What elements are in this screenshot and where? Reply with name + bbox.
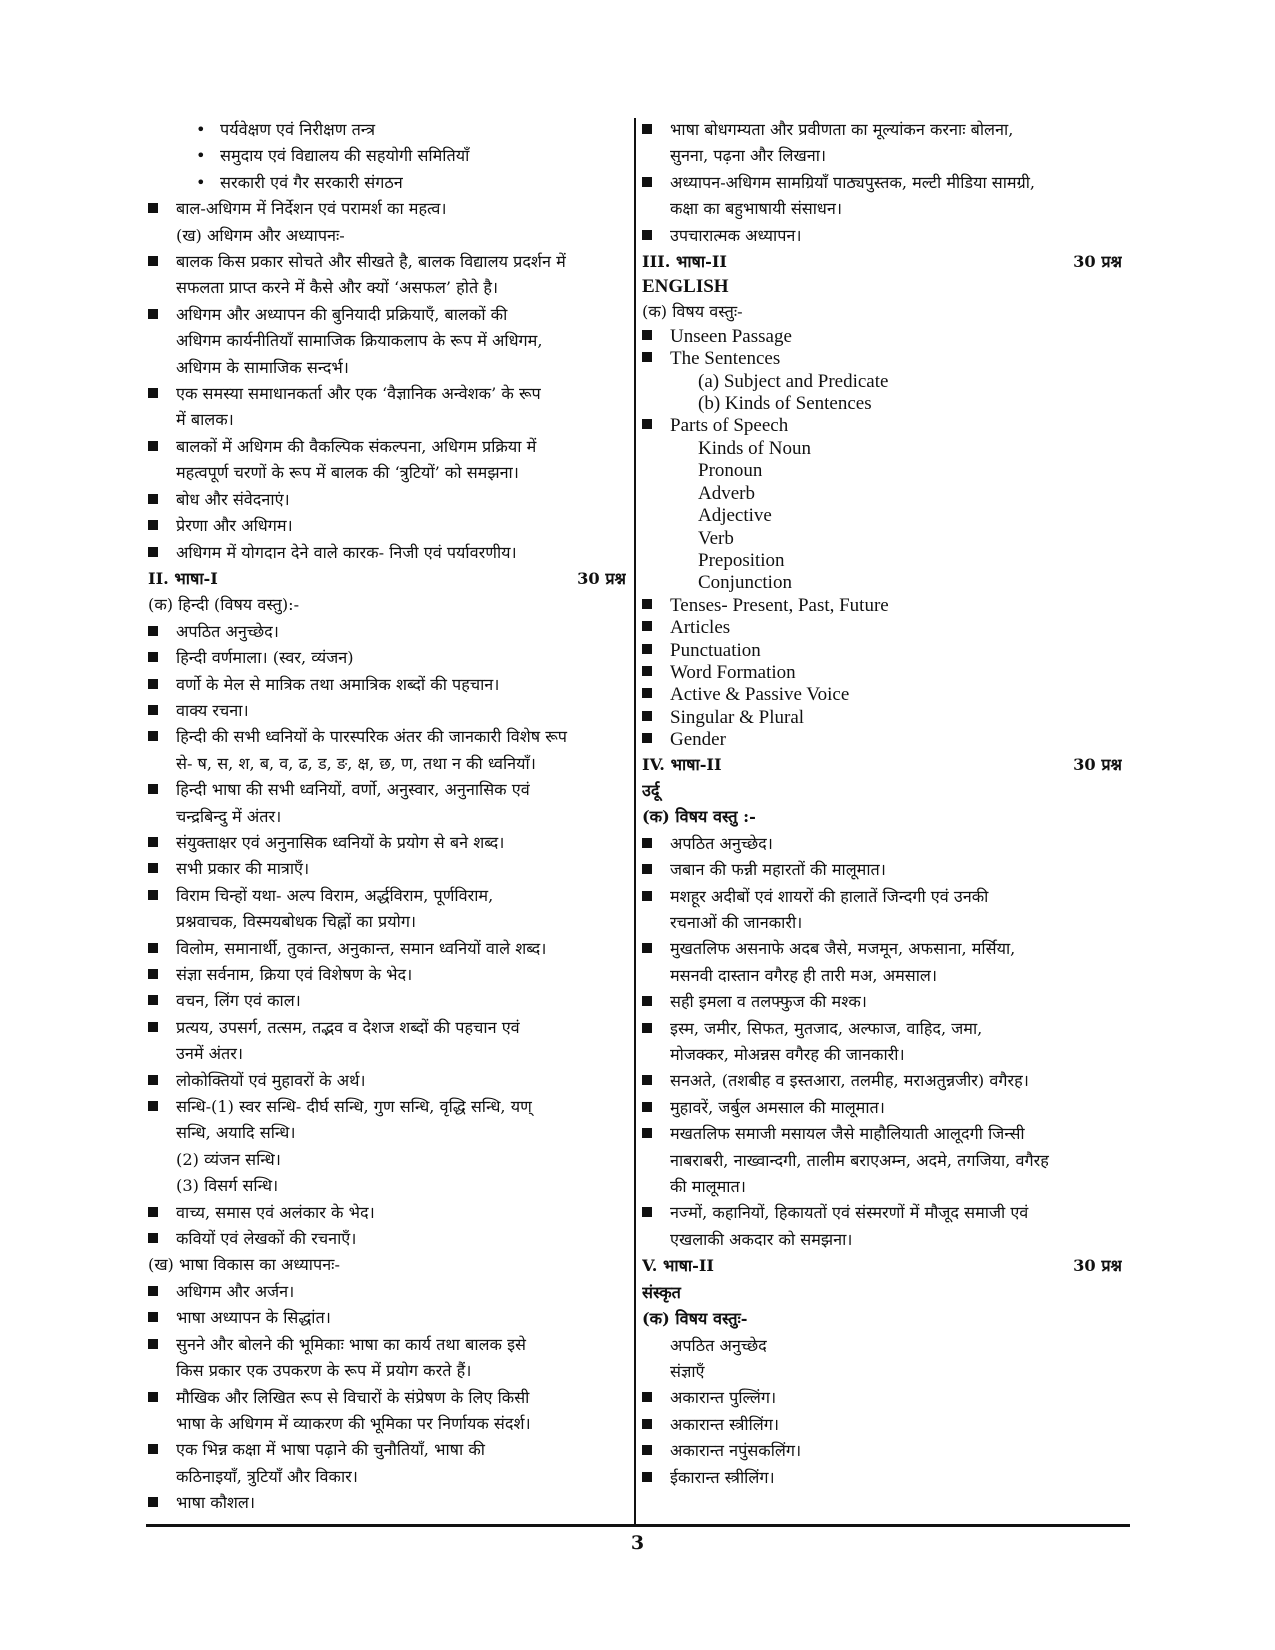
list-item: Adverb [698, 482, 755, 504]
subsection-label: (क) विषय वस्तु :- [642, 807, 756, 827]
bullet-item: अधिगम और अध्यापन की बुनियादी प्रक्रियाएँ, बालकों की [148, 302, 626, 328]
bullet-item: मुहावरें, जर्बुल अमसाल की मालूमात। [642, 1095, 1122, 1121]
bullet-item: भाषा बोधगम्यता और प्रवीणता का मूल्यांकन करनाः बोलना, [642, 117, 1122, 143]
bullet-item: सन्धि-(1) स्वर सन्धि- दीर्घ सन्धि, गुण सन्धि, वृद्धि सन्धि, यण् [148, 1094, 626, 1120]
bullet-item: हिन्दी वर्णमाला। (स्वर, व्यंजन) [148, 645, 626, 671]
bullet-item: बालकों में अधिगम की वैकल्पिक संकल्पना, अधिगम प्रक्रिया में [148, 434, 626, 460]
subsection-label: (क) विषय वस्तुः- [642, 1309, 748, 1329]
bullet-item: मशहूर अदीबों एवं शायरों की हालातें जिन्दगी एवं उनकी [642, 884, 1122, 910]
bullet-item: मखतलिफ समाजी मसायल जैसे माहौलियाती आलूदगी जिन्सी [642, 1121, 1122, 1147]
subsection-label: संस्कृत [642, 1282, 681, 1302]
section-title: III. भाषा-II [642, 252, 727, 272]
bullet-item: अधिगम और अर्जन। [148, 1279, 626, 1305]
bullet-item: अकारान्त स्त्रीलिंग। [642, 1412, 1122, 1438]
bullet-item: Punctuation [642, 640, 1122, 662]
list-item: Pronoun [698, 460, 763, 482]
sub-bullet-item: • समुदाय एवं विद्यालय की सहयोगी समितियाँ [148, 143, 626, 169]
item-continuation: नाबराबरी, नाख्वान्दगी, तालीम बराएअम्न, अदमे, तगजिया, वगैरह [670, 1150, 1049, 1170]
bullet-item: नज्मों, कहानियों, हिकायतों एवं संस्मरणों में मौजूद समाजी एवं [642, 1200, 1122, 1226]
item-continuation: सुनना, पढ़ना और लिखना। [670, 146, 827, 166]
bullet-item: संयुक्ताक्षर एवं अनुनासिक ध्वनियों के प्रयोग से बने शब्द। [148, 830, 626, 856]
item-continuation: प्रश्नवाचक, विस्मयबोधक चिह्नों का प्रयोग। [176, 912, 417, 932]
bullet-item: एक समस्या समाधानकर्ता और एक ‘वैज्ञानिक अन्वेशक’ के रूप [148, 381, 626, 407]
item-continuation: सन्धि, अयादि सन्धि। [176, 1123, 296, 1143]
bullet-item: जबान की फन्नी महारतों की मालूमात। [642, 857, 1122, 883]
item-continuation: मसनवी दास्तान वगैरह ही तारी मअ, अमसाल। [670, 965, 937, 985]
bullet-item: वर्णो के मेल से मात्रिक तथा अमात्रिक शब्दों की पहचान। [148, 672, 626, 698]
item-continuation: चन्द्रबिन्दु में अंतर। [176, 806, 282, 826]
list-item: Conjunction [698, 572, 792, 594]
bullet-item: अकारान्त नपुंसकलिंग। [642, 1438, 1122, 1464]
footer-rule [146, 1524, 1130, 1527]
bullet-item: कवियों एवं लेखकों की रचनाएँ। [148, 1226, 626, 1252]
bullet-item: अधिगम में योगदान देने वाले कारक- निजी एवं पर्यावरणीय। [148, 540, 626, 566]
bullet-item: लोकोक्तियों एवं मुहावरों के अर्थ। [148, 1068, 626, 1094]
bullet-item: Active & Passive Voice [642, 684, 1122, 706]
section-heading [642, 1253, 1122, 1279]
item-continuation: संज्ञाएँ [670, 1361, 705, 1381]
bullet-item: वचन, लिंग एवं काल। [148, 988, 626, 1014]
bullet-item: सभी प्रकार की मात्राएँ। [148, 856, 626, 882]
sub-bullet-item: • सरकारी एवं गैर सरकारी संगठन [148, 170, 626, 196]
bullet-item: बोध और संवेदनाएं। [148, 487, 626, 513]
section-title: IV. भाषा-II [642, 754, 722, 774]
language-label: ENGLISH [642, 276, 729, 298]
subsection-label: उर्दू [642, 780, 660, 800]
question-count: 30 प्रश्न [1073, 1256, 1122, 1276]
item-continuation: (2) व्यंजन सन्धि। [176, 1149, 281, 1169]
item-continuation: (3) विसर्ग सन्धि। [176, 1176, 279, 1196]
subsection-label: (ख) अधिगम और अध्यापनः- [176, 225, 345, 245]
bullet-item: अपठित अनुच्छेद। [642, 831, 1122, 857]
bullet-item: वाच्य, समास एवं अलंकार के भेद। [148, 1200, 626, 1226]
bullet-item: सुनने और बोलने की भूमिकाः भाषा का कार्य तथा बालक इसे [148, 1332, 626, 1358]
bullet-item: बाल-अधिगम में निर्देशन एवं परामर्श का महत्व। [148, 196, 626, 222]
bullet-item: अपठित अनुच्छेद। [148, 619, 626, 645]
bullet-item: हिन्दी भाषा की सभी ध्वनियों, वर्णो, अनुस्वार, अनुनासिक एवं [148, 777, 626, 803]
bullet-item: मौखिक और लिखित रूप से विचारों के संप्रेषण के लिए किसी [148, 1385, 626, 1411]
item-continuation: उनमें अंतर। [176, 1044, 244, 1064]
bullet-item: बालक किस प्रकार सोचते और सीखते है, बालक विद्यालय प्रदर्शन में [148, 249, 626, 275]
question-count: 30 प्रश्न [1073, 252, 1122, 272]
item-continuation: महत्वपूर्ण चरणों के रूप में बालक की ‘त्रुटियों’ को समझना। [176, 463, 519, 483]
item-continuation: मोजक्कर, मोअन्नस वगैरह की जानकारी। [670, 1045, 905, 1065]
bullet-item: Singular & Plural [642, 707, 1122, 729]
item-continuation: से- ष, स, श, ब, व, ढ, ड, ङ, क्ष, छ, ण, तथा न की ध्वनियाँ। [176, 753, 536, 773]
bullet-item: वाक्य रचना। [148, 698, 626, 724]
bullet-item: सनअते, (तशबीह व इस्तआरा, तलमीह, मराअतुन्नजीर) वगैरह। [642, 1068, 1122, 1094]
item-continuation: अधिगम कार्यनीतियाँ सामाजिक क्रियाकलाप के रूप में अधिगम, [176, 331, 543, 351]
bullet-item: हिन्दी की सभी ध्वनियों के पारस्परिक अंतर की जानकारी विशेष रूप [148, 724, 626, 750]
list-item: Preposition [698, 549, 785, 571]
bullet-item: ईकारान्त स्त्रीलिंग। [642, 1465, 1122, 1491]
bullet-item: उपचारात्मक अध्यापन। [642, 223, 1122, 249]
bullet-item: Articles [642, 617, 1122, 639]
question-count: 30 प्रश्न [577, 568, 626, 588]
section-heading [642, 249, 1122, 275]
item-continuation: की मालूमात। [670, 1177, 746, 1197]
item-continuation: अपठित अनुच्छेद [670, 1335, 767, 1355]
list-item: Verb [698, 527, 734, 549]
bullet-item: Unseen Passage [642, 326, 1122, 348]
item-continuation: अधिगम के सामाजिक सन्दर्भ। [176, 357, 349, 377]
item-continuation: कठिनाइयाँ, त्रुटियाँ और विकार। [176, 1466, 358, 1486]
bullet-item: Tenses- Present, Past, Future [642, 595, 1122, 617]
bullet-item: अकारान्त पुल्लिंग। [642, 1385, 1122, 1411]
bullet-item: The Sentences [642, 348, 1122, 370]
bullet-item: सही इमला व तलफ्फुज की मश्क। [642, 989, 1122, 1015]
bullet-item: Gender [642, 729, 1122, 751]
bullet-item: एक भिन्न कक्षा में भाषा पढ़ाने की चुनौतियाँ, भाषा की [148, 1437, 626, 1463]
item-continuation: सफलता प्राप्त करने में कैसे और क्यों ‘असफल’ होते है। [176, 278, 499, 298]
section-heading [642, 752, 1122, 778]
list-item: Adjective [698, 505, 772, 527]
list-item: (a) Subject and Predicate [698, 370, 889, 392]
item-continuation: भाषा के अधिगम में व्याकरण की भूमिका पर निर्णायक संदर्श। [176, 1413, 531, 1433]
bullet-item: संज्ञा सर्वनाम, क्रिया एवं विशेषण के भेद। [148, 962, 626, 988]
bullet-item: मुखतलिफ असनाफे अदब जैसे, मजमून, अफसाना, मर्सिया, [642, 936, 1122, 962]
bullet-item: भाषा अध्यापन के सिद्धांत। [148, 1305, 626, 1331]
subsection-label: (क) हिन्दी (विषय वस्तु):- [148, 595, 300, 615]
list-item: (b) Kinds of Sentences [698, 393, 872, 415]
subsection-label: (ख) भाषा विकास का अध्यापनः- [148, 1255, 340, 1275]
bullet-item: प्रेरणा और अधिगम। [148, 513, 626, 539]
subsection-label: (क) विषय वस्तुः- [642, 302, 743, 322]
bullet-item: भाषा कौशल। [148, 1490, 626, 1516]
right-column [642, 117, 1122, 1491]
bullet-item: Parts of Speech [642, 415, 1122, 437]
item-continuation: कक्षा का बहुभाषायी संसाधन। [670, 199, 842, 219]
list-item: Kinds of Noun [698, 437, 811, 459]
item-continuation: एखलाकी अकदार को समझना। [670, 1229, 853, 1249]
section-heading [148, 566, 626, 592]
section-title: II. भाषा-I [148, 568, 218, 588]
column-divider [634, 118, 636, 1526]
item-continuation: रचनाओं की जानकारी। [670, 913, 803, 932]
section-title: V. भाषा-II [642, 1256, 714, 1276]
question-count: 30 प्रश्न [1073, 754, 1122, 774]
item-continuation: में बालक। [176, 410, 234, 430]
sub-bullet-item: • पर्यवेक्षण एवं निरीक्षण तन्त्र [148, 117, 626, 143]
bullet-item: अध्यापन-अधिगम सामग्रियाँ पाठ्यपुस्तक, मल्टी मीडिया सामग्री, [642, 170, 1122, 196]
bullet-item: विलोम, समानार्थी, तुकान्त, अनुकान्त, समान ध्वनियों वाले शब्द। [148, 936, 626, 962]
bullet-item: विराम चिन्हों यथा- अल्प विराम, अर्द्धविराम, पूर्णविराम, [148, 883, 626, 909]
bullet-item: इस्म, जमीर, सिफत, मुतजाद, अल्फाज, वाहिद, जमा, [642, 1016, 1122, 1042]
bullet-item: प्रत्यय, उपसर्ग, तत्सम, तद्भव व देशज शब्दों की पहचान एवं [148, 1015, 626, 1041]
left-column [148, 117, 626, 1517]
item-continuation: किस प्रकार एक उपकरण के रूप में प्रयोग करते हैं। [176, 1361, 472, 1381]
bullet-item: Word Formation [642, 662, 1122, 684]
page-number: 3 [630, 1532, 645, 1554]
